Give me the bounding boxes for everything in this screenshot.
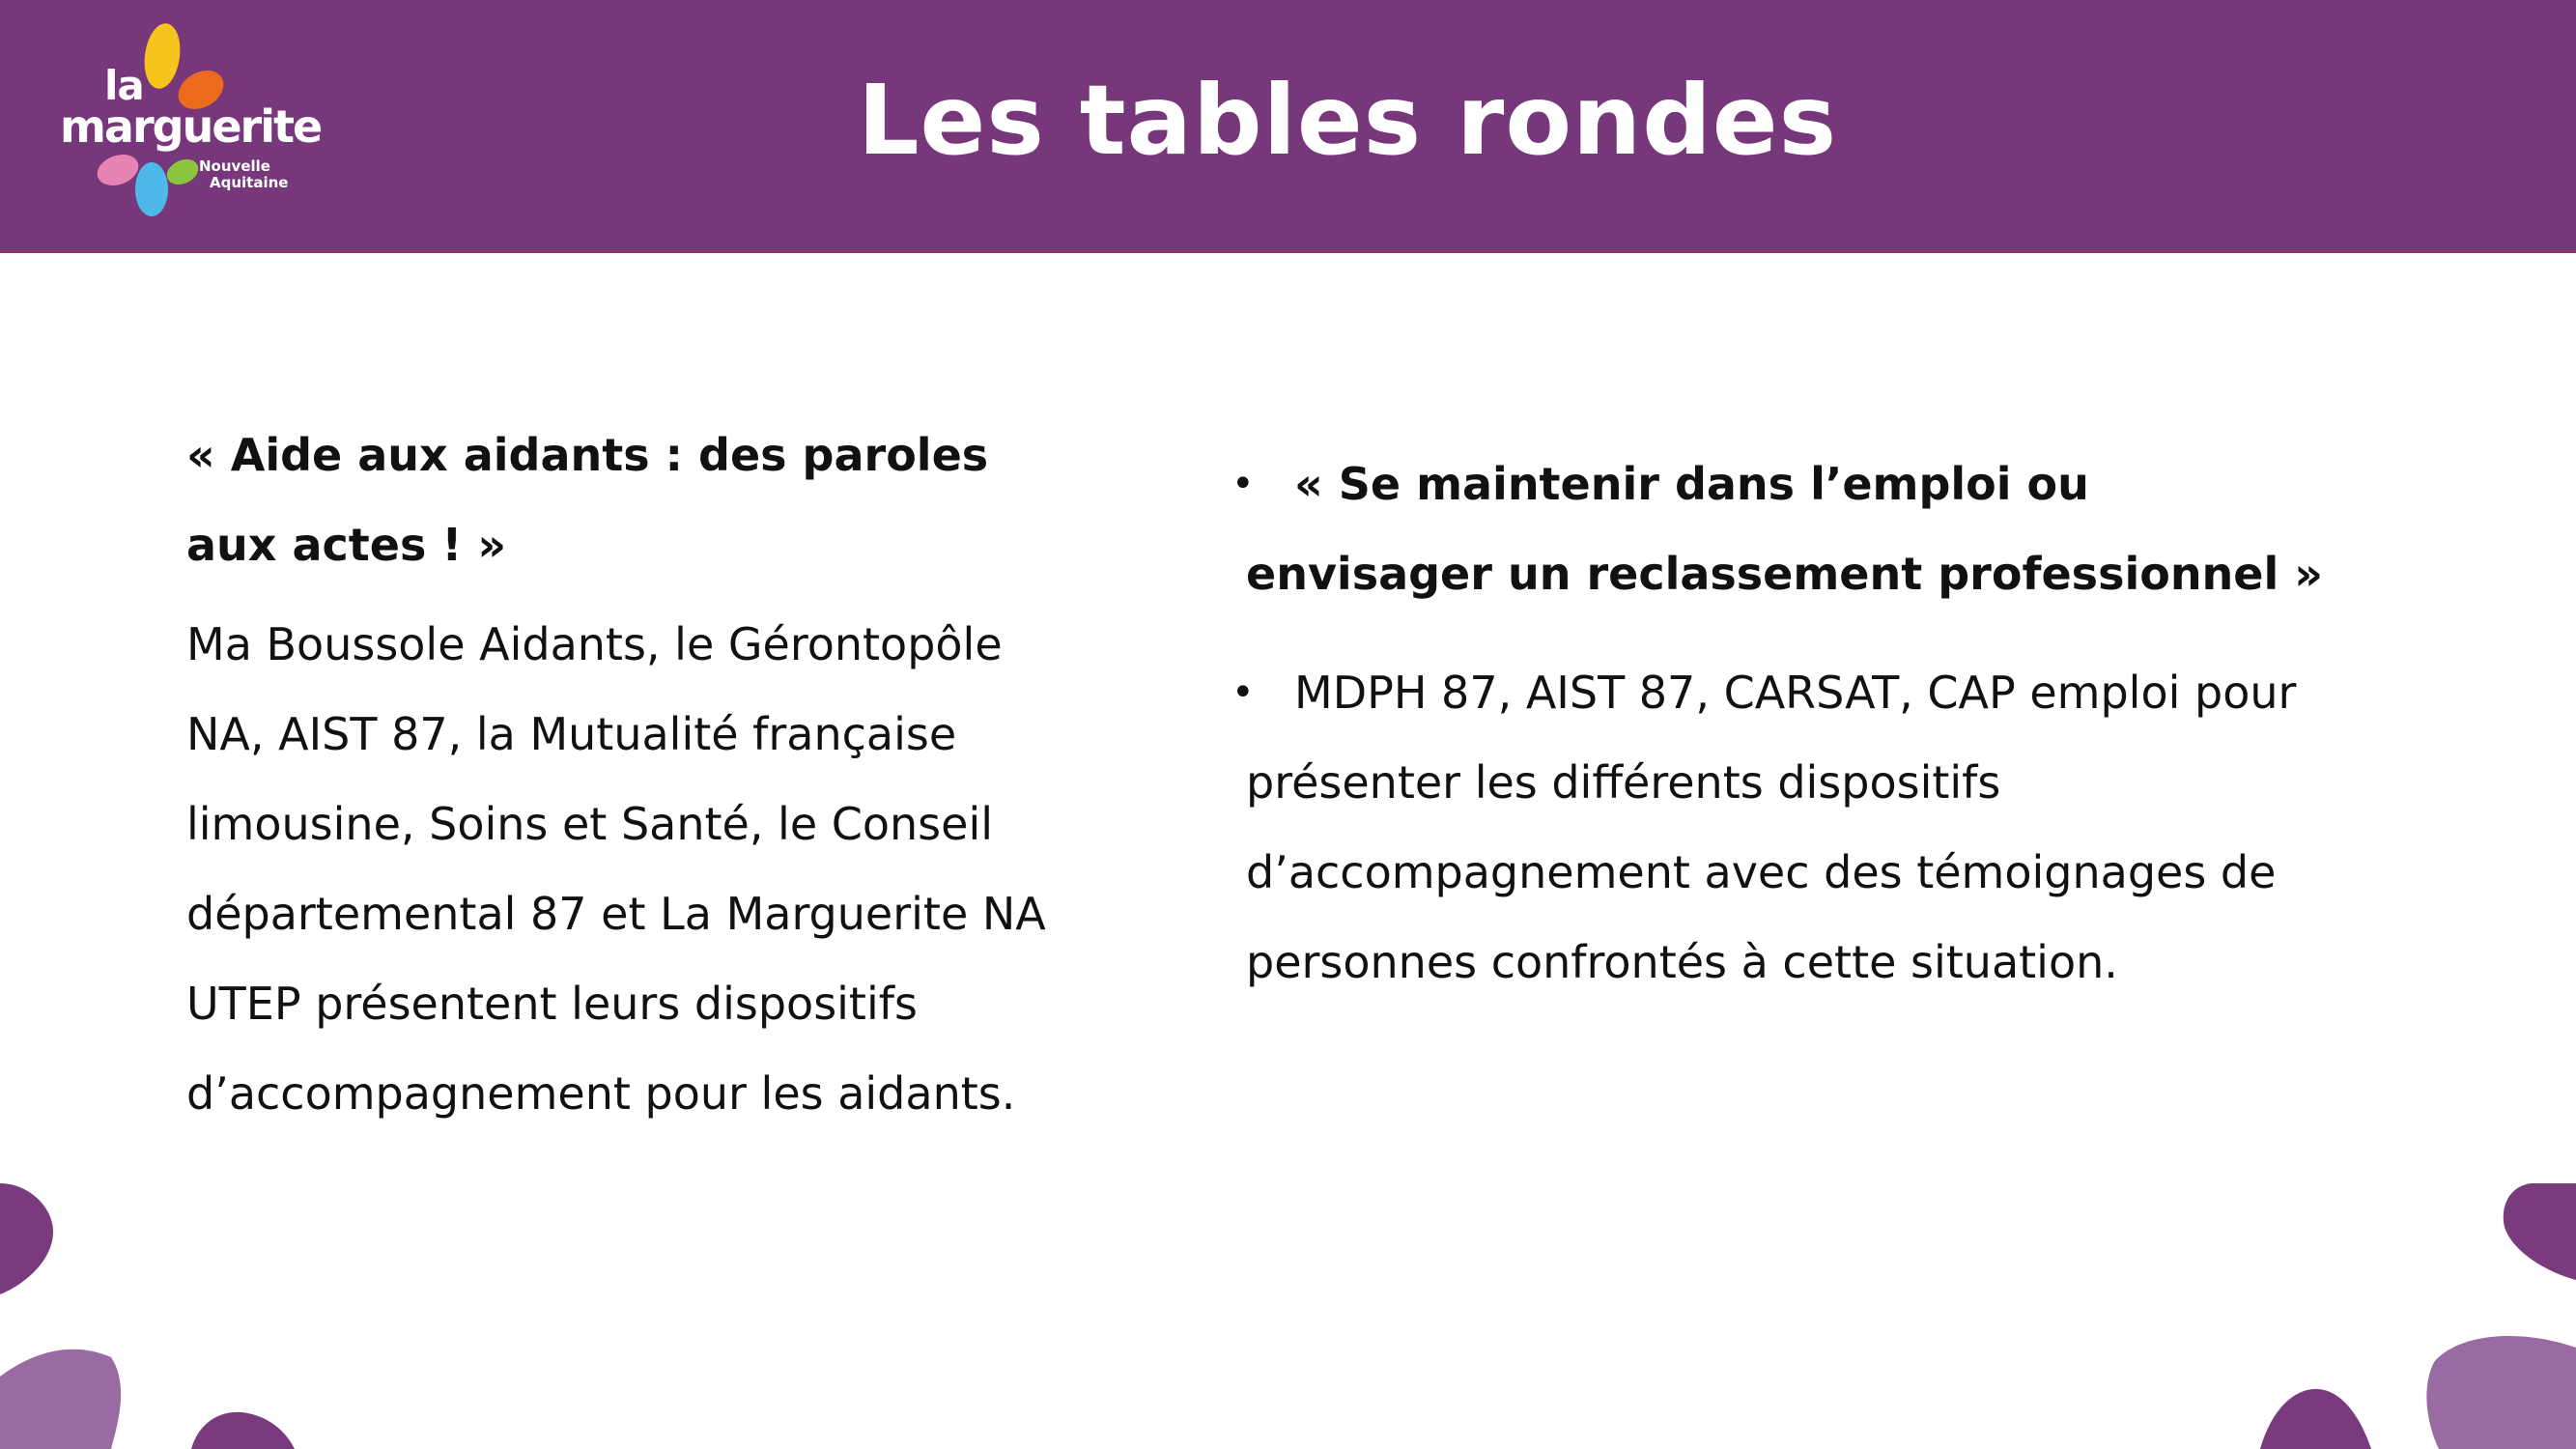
bullet-icon: •: [1231, 462, 1255, 506]
left-column-heading: « Aide aux aidants : des paroles aux actes ! »: [186, 429, 989, 571]
logo-text-nouvelle: Nouvelle: [199, 157, 270, 175]
logo-text-la: la: [104, 62, 144, 109]
page-title: Les tables rondes: [857, 64, 1838, 177]
petal-shape-icon: [2260, 1389, 2371, 1449]
petal-shape-icon: [2504, 1183, 2576, 1280]
bullet-text: MDPH 87, AIST 87, CARSAT, CAP emploi pour présenter les différents dispositifs d’accompagnement avec des témoignages de personnes confrontés à cette situation.: [1246, 667, 2297, 988]
petal-shape-icon: [2426, 1336, 2576, 1449]
left-column-body: Ma Boussole Aidants, le Gérontopôle NA, AIST 87, la Mutualité française limousine, Soins et Santé, le Conseil départemental 87 et La Marguerite NA UTEP présentent leurs dispositifs d’accompagnement pour les aidants.: [186, 618, 1046, 1120]
petal-shape-icon: [191, 1412, 295, 1449]
logo-text-marguerite: marguerite: [60, 100, 322, 153]
logo-text-aquitaine: Aquitaine: [210, 174, 289, 191]
bullet-icon: •: [1231, 670, 1255, 715]
bullet-text: « Se maintenir dans l’emploi ou envisager un reclassement professionnel »: [1246, 458, 2324, 600]
petal-shape-icon: [0, 1183, 53, 1294]
petal-shape-icon: [0, 1350, 121, 1449]
